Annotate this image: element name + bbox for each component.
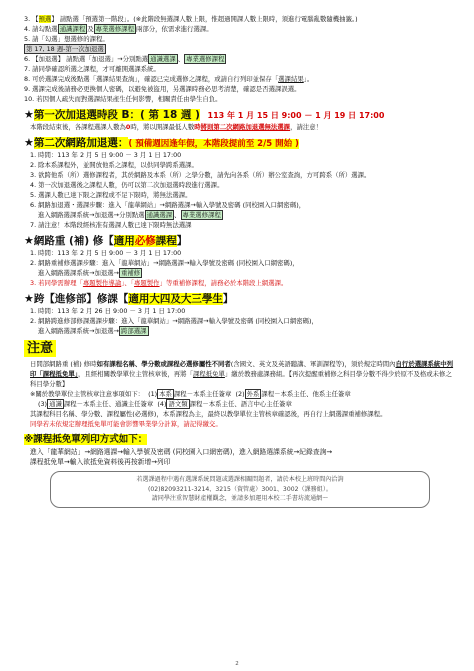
- notice-paragraph-2: 其課程科目名稱、學分數、課程屬性(必選修)，本系課程為主，最終以教學單位主管核章確認後，再自行上網選課重補修課程。: [30, 410, 387, 418]
- sec2-line-5: 5. 選課人數已達下限之課程或不足下限時，將無法選課。: [30, 191, 192, 199]
- sec2-line-7: 7. 請注意！本階段經核准有選課人數已達下限時無法選課: [30, 221, 192, 229]
- step-4: 4. 請勾點選 通識課程 及 專業選修課程 兩部分，依需求進行選課。: [24, 25, 213, 33]
- sec2-line-6: 6. 網路加退選・選課步驟：進入「龍華網站」→網路選課→輸入學號及密碼 (同校園入口網密碼)，: [30, 201, 306, 209]
- sec4-line-2: 2. 網路跨進修部修課選課步驟：進入「龍華網站」→網路選課→輸入學號及密碼 (同校園入口網密碼)，: [30, 317, 318, 325]
- star-icon: ★: [24, 136, 34, 149]
- sec4-line-1: 1. 時間：113 年 2 月 26 日 9:00 － 3 月 1 日 17:00: [30, 307, 186, 315]
- section-retake: ★網路重 (補) 修【適用必修課程】: [24, 234, 188, 247]
- sec2-line-4: 4. 第一次加退選後之課程人數，仍可以第二次加退選時段進行選課。: [30, 181, 224, 189]
- notice-signature-rules-2: (3) 通識 課程－本系主任、通識主任簽章 (4) 語文類 課程－本系主任、語言中心主任簽章: [38, 400, 292, 408]
- footer-line-1: 若選課過程中遇有選課系統問題或選課相關問題者，請於本校上班時間內洽詢: [136, 476, 344, 483]
- sec2-line-2: 2. 除本系課程外，並開放他系之課程，以供同學跨系選課。: [30, 161, 198, 169]
- step-5: 5. 請「勾選」想選修的課程。: [24, 35, 109, 43]
- section-b-note: 本階段結束後，各課程選課人數為0時，將以開課最低人數時將則第二次網路加退選無法選課，請注意！: [30, 123, 323, 131]
- step-8: 8. 可於選課完成後點選「選課結果查詢」，確認已完成選修之課程，或請自行列印並保存「選課結果」。: [24, 75, 314, 83]
- step-6: 6. 【加退選】 請點選「加退選」→分別點選 通識選課 、 專業選修課程: [24, 55, 225, 63]
- section-first-add-drop-b: [24, 107, 456, 122]
- sec3-line-3: 3. 若同學需辦理「專題製作導論」、「專題製作」等重補修課程，請務必於本階段上網選課。: [30, 279, 288, 287]
- sec3-line-2: 2. 網路重補修選課步驟：進入「龍華網站」→網路選課→輸入學號及密碼 (同校園入口網密碼)，: [30, 259, 299, 267]
- notice-signature-rules: ※關於教學單位主管核章注意事項如下： (1) 本系 課程－本系主任簽章 (2) 外系 課程－本系主任、他系主任簽章: [30, 390, 351, 398]
- footer-line-2: (02)82093211-3214、3215（資管處）3001、3002（課務組）。: [148, 485, 332, 493]
- step-3: 3. 【預選】 請點選「預選第一階段」。(※此階段無選課人數上限，惟超過開課人數上限時，須進行電腦亂數隨機抽籤。): [24, 15, 358, 23]
- sec2-line-6b: 進入網路選課系統→加退選→分別點選 通識選課 、 專業選修課程: [38, 211, 221, 219]
- sec4-line-2b: 進入網路選課系統→加退選→ 跨部選課: [38, 327, 147, 335]
- sec2-line-3: 3. 欲跨他系（所）選修課程者，其於網路及本系（所）之學分數，請先向各系（所）辦公室查詢，方可跨系（所）選課。: [30, 171, 371, 179]
- step-7: 7. 請同學確認所選之課程，才可離開選課系統。: [24, 65, 160, 73]
- section-second-add-drop: ★第二次網路加退選：( 預備週因逢年假，本階段提前至 2/5 開始 ): [24, 136, 299, 149]
- print-method-heading: ※課程抵免單列印方式如下：: [24, 434, 148, 445]
- section-b-title: 第一次加退選時段 B：( 第 18 週 ): [33, 109, 200, 121]
- sec3-line-1: 1. 時間：113 年 2 月 5 日 9:00 － 3 月 1 日 17:00: [30, 249, 182, 257]
- footer-line-3: 請同學注重智慧財產權觀念，並請多加運用本校二手書坊流通網～: [151, 495, 329, 502]
- notice-heading: 注意: [24, 340, 56, 357]
- section-b-dates: 113 年 1 月 15 日 9:00 － 1 月 19 日 17:00: [207, 111, 385, 120]
- notice-paragraph-3: 同學若未依規定辦理抵免單可能會影響畢業學分計算，請記得繳交。: [30, 420, 222, 428]
- step-10: 10. 若因個人疏失而對選課結果產生任何影響，相關責任由學生自負。: [24, 95, 222, 103]
- step-9: 9. 選課完成後請務必更換個人密碼，以避免被盜用，另選課時務必思考清楚，確認是否選課誤選。: [24, 85, 301, 93]
- print-line-1: 進入「龍華網站」→網路選課→輸入學號及密碼 (同校園入口網密碼)，進入網路選課系統→紀錄查詢→: [30, 448, 333, 456]
- star-icon: ★: [24, 108, 34, 121]
- section-2-warning: ( 預備週因逢年假，本階段提前至 2/5 開始 ): [128, 139, 299, 149]
- print-line-2: 課程抵免單→輸入欲抵免資料後再按新增→列印: [30, 458, 171, 466]
- contact-footer-box: [50, 471, 430, 508]
- section-cross-division: ★跨【進修部】修課【適用大四及大三學生】: [24, 292, 234, 305]
- page-number: 2: [235, 660, 239, 667]
- star-icon: ★: [24, 292, 34, 305]
- week-17-18-label: 第 17, 18 週-第一次加退選: [26, 45, 104, 53]
- sec2-line-1: 1. 時間：113 年 2 月 5 日 9:00 － 3 月 1 日 17:00: [30, 151, 182, 159]
- notice-paragraph-1: 日間部網路重 (補) 修時如有課程名稱、學分數或課程必選修屬性不同者(含國文、英文及英語聽講、軍訓課程等)，須於規定時間內自行於選課系統中列印「課程抵免單」，且經相關教學單位主管核章後，再將「課程抵免單」繳於教務處課務組。【再次提醒重補修之科目學分數不得少於原不及格或未修之科目學分數】: [30, 360, 454, 388]
- star-icon: ★: [24, 234, 34, 247]
- sec3-line-2b: 進入網路選課系統→加退選→ 重補修: [38, 269, 141, 277]
